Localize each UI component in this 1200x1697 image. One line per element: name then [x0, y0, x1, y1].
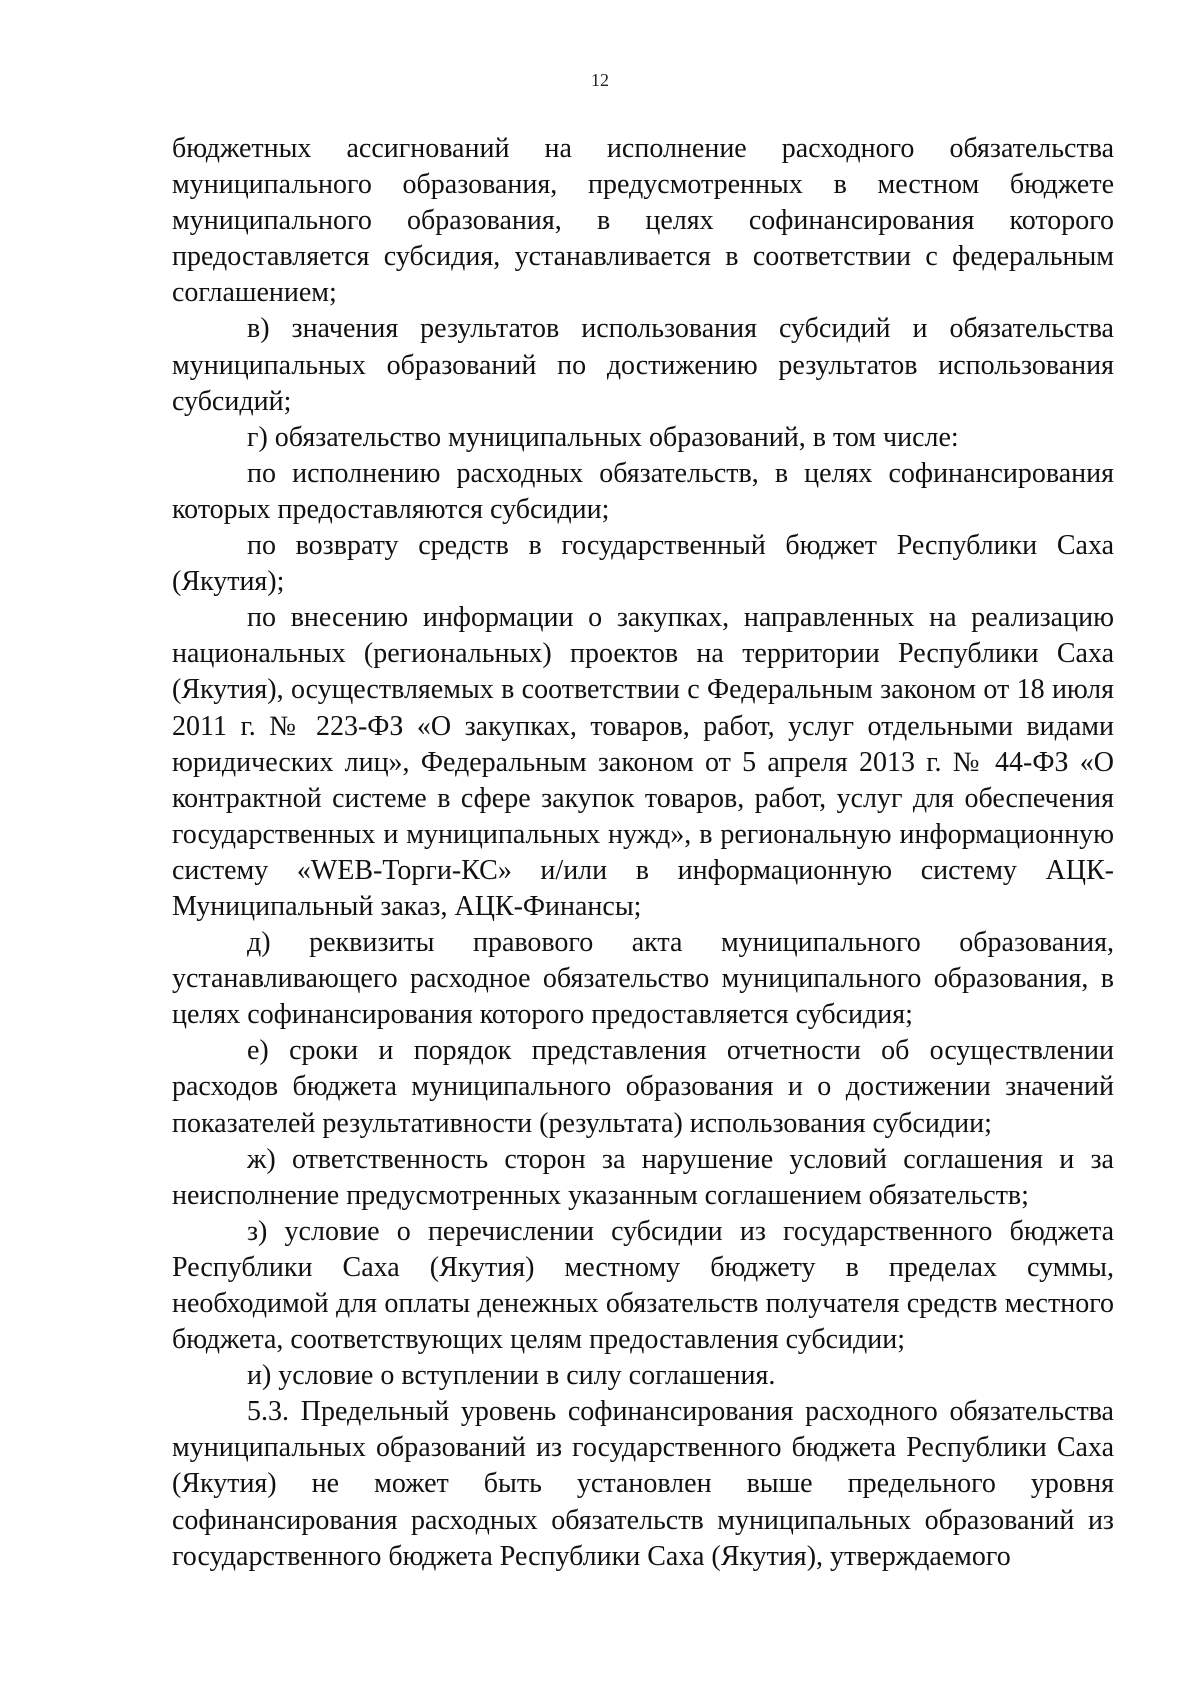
paragraph-item-z: з) условие о перечислении субсидии из государственного бюджета Республики Саха (Якутия) местному бюджету в пределах суммы, необходимой для оплаты денежных обязательств получателя средств местного бюджета, соответствующих целям предоставления субсидии;: [172, 1215, 1114, 1356]
paragraph-item-g: г) обязательство муниципальных образований, в том числе:: [247, 421, 959, 453]
page-number: 12: [591, 70, 609, 90]
paragraph-subitem-return: по возврату средств в государственный бюджет Республики Саха (Якутия);: [172, 530, 1114, 598]
paragraph-subitem-execution: по исполнению расходных обязательств, в целях софинансирования которых предоставляются субсидии;: [172, 457, 1114, 525]
paragraph-subitem-procurement: по внесению информации о закупках, направленных на реализацию национальных (региональных) проектов на территории Республики Саха (Якутия), осуществляемых в соответствии с Федеральным законом от 18 июля 2011 г. № 223-ФЗ «О закупках, товаров, работ, услуг отдельными видами юридических лиц», Федеральным законом от 5 апреля 2013 г. № 44-ФЗ «О контрактной системе в сфере закупок товаров, работ, услуг для обеспечения государственных и муниципальных нужд», в региональную информационную систему «WEB-Торги-КС» и/или в информационную систему АЦК-Муниципальный заказ, АЦК-Финансы;: [172, 602, 1114, 922]
paragraph-section-5-3: 5.3. Предельный уровень софинансирования расходного обязательства муниципальных образований из государственного бюджета Республики Саха (Якутия) не может быть установлен выше предельного уровня софинансирования расходных обязательств муниципальных образований из государственного бюджета Республики Саха (Якутия), утверждаемого: [172, 1396, 1114, 1572]
paragraph-continuation: бюджетных ассигнований на исполнение расходного обязательства муниципального образования, предусмотренных в местном бюджете муниципального образования, в целях софинансирования которого предоставляется субсидия, устанавливается в соответствии с федеральным соглашением;: [172, 133, 1114, 309]
paragraph-item-d: д) реквизиты правового акта муниципального образования, устанавливающего расходное обязательство муниципального образования, в целях софинансирования которого предоставляется субсидия;: [172, 927, 1114, 1031]
paragraph-item-zh: ж) ответственность сторон за нарушение условий соглашения и за неисполнение предусмотренных указанным соглашением обязательств;: [172, 1143, 1114, 1211]
paragraph-item-v: в) значения результатов использования субсидий и обязательства муниципальных образований по достижению результатов использования субсидий;: [172, 313, 1114, 417]
paragraph-item-i: и) условие о вступлении в силу соглашения.: [247, 1360, 776, 1392]
paragraph-item-e: е) сроки и порядок представления отчетности об осуществлении расходов бюджета муниципального образования и о достижении значений показателей результативности (результата) использования субсидии;: [172, 1035, 1114, 1139]
document-body: [172, 131, 1114, 1575]
